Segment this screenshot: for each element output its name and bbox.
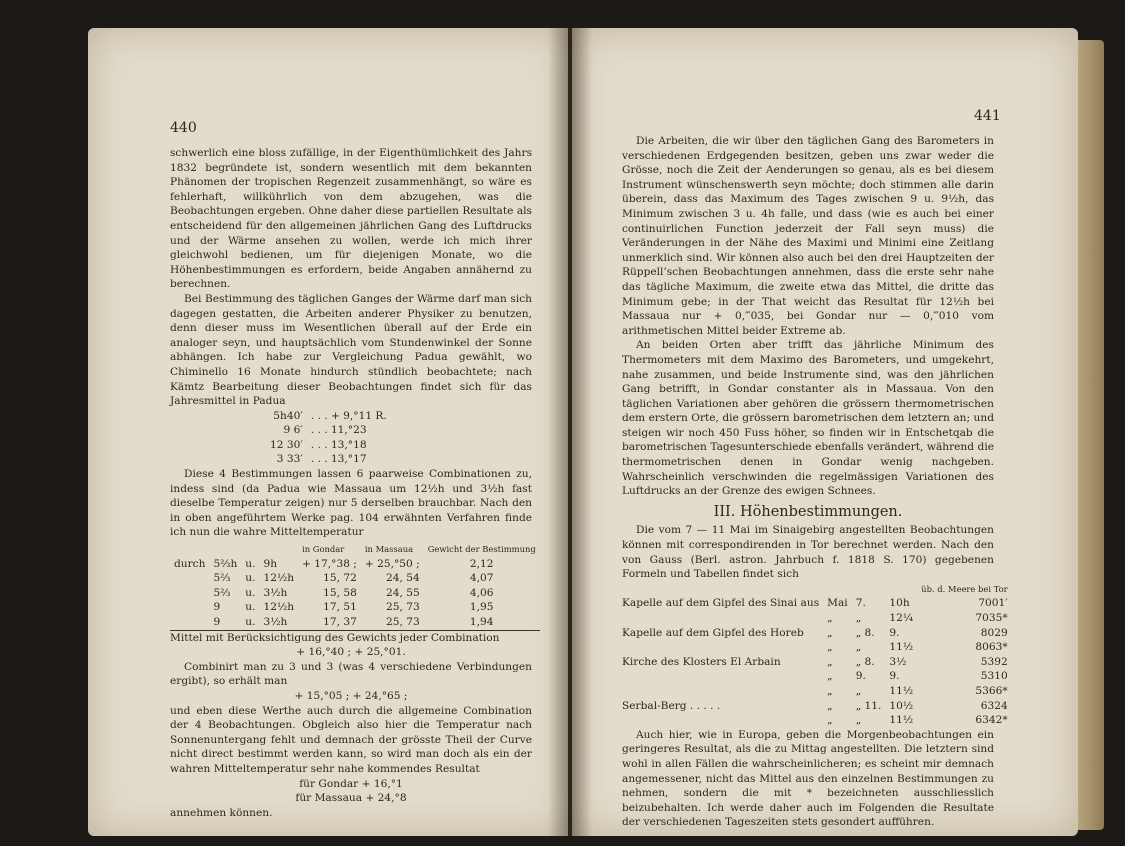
- left-para-4: Mittel mit Berücksichtigung des Gewichts jeder Combination: [170, 631, 500, 644]
- day: „: [855, 714, 862, 727]
- conj: u.: [245, 601, 256, 614]
- day: 7.: [855, 597, 866, 610]
- weight-value: 1,95: [469, 601, 494, 614]
- hour: 11½: [889, 684, 914, 697]
- altitude-value: 5392: [980, 655, 1008, 668]
- place-name: Kirche des Klosters El Arbain: [622, 655, 781, 668]
- padua-row: [266, 409, 391, 424]
- padua-row: [266, 423, 391, 438]
- day: „: [855, 612, 862, 624]
- table-row: [622, 669, 1012, 684]
- place-name: Serbal-Berg . . . . .: [622, 699, 721, 712]
- padua-value: . . . 13,°18: [310, 438, 367, 451]
- place-name: [622, 611, 823, 626]
- time-a: 5⅔: [213, 572, 231, 585]
- altitude-value: 6324: [980, 699, 1008, 712]
- conj: u.: [245, 572, 256, 585]
- month: „: [827, 670, 833, 683]
- table-row: [170, 557, 540, 572]
- altitude-table: [622, 582, 1012, 728]
- altitude-header-row: [622, 582, 1012, 597]
- table-row: [622, 684, 1012, 699]
- left-page-text: [170, 146, 536, 820]
- month: „: [827, 684, 833, 697]
- time-a: 9: [213, 616, 221, 628]
- result-2: + 15,°05 ; + 24,°65 ;: [294, 689, 408, 702]
- page-edges: [1078, 40, 1104, 830]
- hour: 11½: [889, 714, 914, 727]
- conj: u.: [245, 557, 256, 570]
- prefix-durch: durch: [174, 557, 206, 570]
- time-a: 5⅔: [213, 586, 231, 599]
- time-b: 9h: [263, 557, 278, 570]
- padua-value: . . . 13,°17: [310, 453, 367, 466]
- padua-time: 5h40′: [273, 409, 303, 422]
- padua-value: . . . 11,°23: [310, 424, 367, 437]
- right-page: [572, 28, 1078, 836]
- time-b: 3½h: [263, 586, 288, 599]
- hour: 9.: [889, 626, 900, 639]
- day: „ 11.: [855, 699, 882, 712]
- hour: 10½: [889, 699, 914, 712]
- altitude-value: 7035*: [975, 612, 1008, 624]
- hour: 12¼: [889, 612, 914, 624]
- table-row: [622, 640, 1012, 655]
- time-a: 9: [213, 601, 221, 614]
- gondar-result: für Gondar + 16,°1: [299, 777, 403, 790]
- place-name: Kapelle auf dem Gipfel des Horeb: [622, 626, 804, 639]
- altitude-value: 8063*: [975, 641, 1008, 654]
- right-para-1: Die Arbeiten, die wir über den täglichen Gang des Barometers in verschiedenen Erdgegenden besitzen, geben uns zwar weder die Grösse, noch die Zeit der Aenderungen so genau, als es bei diesem Instrument wünschenswerth seyn möchte; doch stimmen alle darin überein, dass das Maximum des Tages zwischen 9 u. 9½h, das Minimum zwischen 3 u. 4h falle, und dass (wie es auch bei einer continuirlichen Function jederzeit der Fall seyn muss) die Veränderungen in der Nähe des Maximi und Minimi eine Zeitlang unmerklich sind. Wir können also auch bei den drei Hauptzeiten der Rüppell’schen Beobachtungen annehmen, dass die erste sehr nahe das tägliche Maximum, die zweite etwa das Mittel, die dritte das Minimum gebe; in der That weicht das Resultat für 12½h bei Massaua nur + 0,‴035, bei Gondar nur — 0,‴010 vom arithmetischen Mittel beider Extreme ab.: [622, 135, 994, 337]
- header-gondar: in Gondar: [302, 544, 345, 555]
- place-name: [622, 684, 823, 699]
- right-page-number: 441: [974, 108, 1001, 124]
- day: „ 8.: [855, 626, 875, 639]
- massaua-value: 24, 54: [385, 572, 420, 585]
- left-page: [88, 28, 568, 836]
- left-closing: annehmen können.: [170, 806, 273, 819]
- massaua-result: für Massaua + 24,°8: [295, 792, 407, 805]
- left-para-5: Combinirt man zu 3 und 3 (was 4 verschiedene Verbindungen ergibt), so erhält man: [170, 660, 532, 688]
- month: „: [827, 626, 833, 639]
- hour: 3½: [889, 655, 907, 668]
- month: „: [827, 641, 833, 654]
- header-weight: Gewicht der Bestimmung: [427, 544, 536, 555]
- padua-time: 3 33′: [276, 453, 303, 466]
- day: „: [855, 641, 862, 654]
- combination-header-row: [170, 542, 540, 557]
- weight-value: 2,12: [469, 557, 494, 570]
- place-name: [622, 640, 823, 655]
- gondar-value: 17, 51: [323, 601, 357, 614]
- weight-value: 1,94: [469, 616, 494, 628]
- table-row: [622, 611, 1012, 626]
- left-para-6: und eben diese Werthe auch durch die allgemeine Combination der 4 Beobachtungen. Obgleich also hier die Temperatur nach Sonnenuntergang fehlt und demnach der grösste Theil der Curve nicht direct bestimmt werden kann, so wird man doch als ein der wahren Mitteltemperatur sehr nahe kommendes Resultat: [170, 704, 532, 775]
- place-name: [622, 669, 823, 684]
- gondar-value: 15, 58: [323, 586, 357, 599]
- weight-value: 4,06: [469, 586, 494, 599]
- right-para-4: Auch hier, wie in Europa, geben die Morgenbeobachtungen ein geringeres Resultat, als die zu Mittag angestellten. Die letztern sind wohl in allen Fällen die wahrscheinlicheren; es scheint mir demnach angemessener, nicht das Mittel aus den einzelnen Bestimmungen zu nehmen, sondern die mit * bezeichneten ausschliesslich beizubehalten. Ich werde daher auch im Folgenden die Resultate der verschiedenen Tageszeiten stets gesondert aufführen.: [622, 728, 994, 829]
- altitude-value: 7001′: [978, 597, 1008, 610]
- result-1: + 16,°40 ; + 25,°01.: [296, 646, 406, 659]
- header-massaua: in Massaua: [364, 544, 414, 555]
- left-para-1: schwerlich eine bloss zufällige, in der Eigenthümlichkeit des Jahrs 1832 begründete ist, sondern wesentlich mit dem bekannten Phänomen der tropischen Regenzeit zusammenhängt, so wäre es fehlerhaft, willkührlich von dem abzugehen, was die Beobachtungen ergeben. Ohne daher diese partiellen Resultate als entscheidend für den allgemeinen jährlichen Gang des Luftdrucks und der Wärme ansehen zu wollen, werde ich mich ihrer gleichwohl bedienen, um für diejenigen Monate, wo die Höhenbestimmungen es erfordern, beide Angaben annähernd zu berechnen.: [170, 147, 532, 291]
- right-page-text: [622, 134, 1008, 830]
- weight-value: 4,07: [469, 572, 494, 585]
- table-row: [622, 596, 1012, 611]
- gondar-value: 17, 37: [323, 616, 357, 628]
- table-row: [170, 615, 540, 630]
- time-a: 5⅔h: [213, 557, 238, 570]
- padua-row: [266, 452, 391, 467]
- altitude-value: 5310: [980, 670, 1008, 683]
- massaua-value: 25, 73: [385, 601, 420, 614]
- padua-table: [266, 409, 391, 467]
- conj: u.: [245, 586, 256, 599]
- padua-value: . . . + 9,°11 R.: [310, 409, 387, 422]
- altitude-column-header: üb. d. Meere bei Tor: [921, 583, 1008, 594]
- place-name: [622, 713, 823, 728]
- section-heading: III. Höhenbestimmungen.: [713, 503, 903, 520]
- table-row: [622, 626, 1012, 641]
- book-gutter: [548, 28, 592, 836]
- month: Mai: [827, 597, 848, 610]
- gondar-value: + 17,°38 ;: [302, 557, 357, 570]
- altitude-value: 5366*: [975, 684, 1008, 697]
- gondar-value: 15, 72: [323, 572, 357, 585]
- month: „: [827, 699, 833, 712]
- time-b: 12½h: [263, 572, 295, 585]
- left-page-number: 440: [170, 120, 197, 136]
- hour: 11½: [889, 641, 914, 654]
- conj: u.: [245, 616, 256, 628]
- hour: 10h: [889, 597, 910, 610]
- time-b: 12½h: [263, 601, 295, 614]
- table-row: [170, 571, 540, 586]
- massaua-value: + 25,°50 ;: [364, 557, 420, 570]
- right-para-3: Die vom 7 — 11 Mai im Sinaigebirg angestellten Beobachtungen können mit correspondirenden in Tor berechnet werden. Nach den von Gauss (Berl. astron. Jahrbuch f. 1818 S. 170) gegebenen Formeln und Tabellen findet sich: [622, 524, 994, 581]
- padua-time: 9 6′: [283, 424, 303, 437]
- day: „: [855, 684, 862, 697]
- table-row: [622, 655, 1012, 670]
- month: „: [827, 714, 833, 727]
- time-b: 3½h: [263, 616, 288, 628]
- table-row: [170, 586, 540, 601]
- altitude-value: 8029: [980, 626, 1008, 639]
- table-row: [622, 699, 1012, 714]
- combination-table: [170, 542, 540, 631]
- day: „ 8.: [855, 655, 875, 668]
- massaua-value: 24, 55: [385, 586, 420, 599]
- table-row: [622, 713, 1012, 728]
- massaua-value: 25, 73: [385, 616, 420, 628]
- table-row: [170, 600, 540, 615]
- right-para-2: An beiden Orten aber trifft das jährliche Minimum des Thermometers mit dem Maximo des Barometers, und umgekehrt, nahe zusammen, und beide Instrumente sind, was den jährlichen Gang betrifft, in Gondar constanter als in Massaua. Von den täglichen Variationen aber gehören die grössern thermometrischen dem erstern Orte, die grössern barometrischen dem letztern an; und steigen wir noch 450 Fuss höher, so finden wir in Entschetqab die barometrischen Tagesunterschiede ebenfalls verändert, während die thermometrischen denen in Gondar wenig nachgeben. Wahrscheinlich verschwinden die regelmässigen Variationen des Luftdrucks an der Grenze des ewigen Schnees.: [622, 339, 994, 498]
- day: 9.: [855, 670, 866, 683]
- hour: 9.: [889, 670, 900, 683]
- month: „: [827, 655, 833, 668]
- month: „: [827, 612, 833, 624]
- altitude-value: 6342*: [975, 714, 1008, 727]
- padua-row: [266, 438, 391, 453]
- left-para-2: Bei Bestimmung des täglichen Ganges der Wärme darf man sich dagegen gestatten, die Arbeiten anderer Physiker zu benutzen, denn dieser muss im Wesentlichen überall auf der Erde ein analoger seyn, und hauptsächlich vom Stundenwinkel der Sonne abhängen. Ich habe zur Vergleichung Padua gewählt, wo Chiminello 16 Monate hindurch stündlich beobachtete; nach Kämtz Bearbeitung dieser Beobachtungen findet sich für das Jahresmittel in Padua: [170, 292, 532, 408]
- left-para-3: Diese 4 Bestimmungen lassen 6 paarweise Combinationen zu, indess sind (da Padua wie Massaua um 12½h und 3½h fast dieselbe Temperatur zeigen) nur 5 derselben brauchbar. Nach den in oben angeführtem Werke pag. 104 erwähnten Verfahren finde ich nun die wahre Mitteltemperatur: [170, 468, 532, 539]
- place-name: Kapelle auf dem Gipfel des Sinai aus: [622, 597, 820, 610]
- padua-time: 12 30′: [270, 438, 303, 451]
